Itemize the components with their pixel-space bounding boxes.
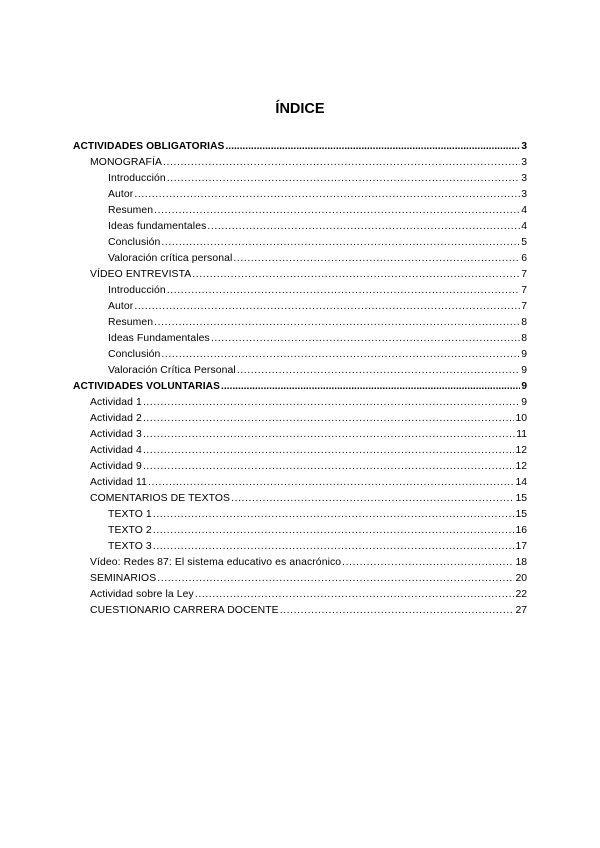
toc-entry-label: SEMINARIOS: [90, 573, 157, 584]
toc-entry-page: 7: [521, 285, 527, 296]
toc-entry-label: ACTIVIDADES VOLUNTARIAS: [73, 381, 221, 392]
toc-entry-page: 11: [516, 429, 527, 440]
toc-entry-page: 4: [521, 205, 527, 216]
dot-leader: [221, 379, 520, 395]
toc-entry-section[interactable]: [73, 139, 527, 155]
toc-entry-label: VÍDEO ENTREVISTA: [90, 269, 192, 280]
dot-leader: [143, 395, 520, 411]
toc-entry-page: 10: [515, 413, 527, 424]
toc-entry-page: 8: [521, 317, 527, 328]
toc-entry-label: Resumen: [108, 205, 154, 216]
toc-entry-label: Resumen: [108, 317, 154, 328]
toc-entry[interactable]: [108, 347, 527, 363]
toc-entry-label: Valoración Crítica Personal: [108, 365, 236, 376]
toc-entry-page: 16: [515, 525, 527, 536]
toc-entry-label: TEXTO 1: [108, 509, 152, 520]
toc-entry-page: 14: [515, 477, 527, 488]
toc-entry-label: Autor: [108, 301, 134, 312]
dot-leader: [143, 459, 515, 475]
toc-entry-page: 4: [521, 221, 527, 232]
toc-entry-page: 17: [515, 541, 527, 552]
toc-entry[interactable]: [108, 235, 527, 251]
dot-leader: [225, 139, 520, 155]
toc-entry-page: 3: [521, 189, 527, 200]
dot-leader: [157, 571, 514, 587]
dot-leader: [163, 155, 520, 171]
toc-entry-page: 12: [515, 461, 527, 472]
toc-entry[interactable]: [90, 395, 527, 411]
toc-entry[interactable]: [90, 411, 527, 427]
toc-entry-page: 15: [515, 493, 527, 504]
toc-entry[interactable]: [108, 187, 527, 203]
toc-entry-page: 7: [521, 269, 527, 280]
toc-entry[interactable]: [108, 523, 527, 539]
toc-entry-label: Conclusión: [108, 237, 161, 248]
dot-leader: [195, 587, 515, 603]
toc-entry-label: Autor: [108, 189, 134, 200]
toc-entry-page: 5: [521, 237, 527, 248]
toc-entry-label: Actividad 9: [90, 461, 142, 472]
dot-leader: [154, 203, 520, 219]
toc-entry-page: 22: [515, 589, 527, 600]
dot-leader: [153, 523, 515, 539]
toc-entry-label: Ideas Fundamentales: [108, 333, 210, 344]
dot-leader: [280, 603, 515, 619]
toc-entry[interactable]: [108, 171, 527, 187]
toc-entry-label: Actividad 11: [90, 477, 148, 488]
dot-leader: [161, 235, 520, 251]
dot-leader: [231, 491, 514, 507]
dot-leader: [153, 507, 515, 523]
toc-entry-page: 18: [515, 557, 527, 568]
dot-leader: [167, 171, 520, 187]
dot-leader: [154, 315, 520, 331]
toc-entry-label: Introducción: [108, 173, 166, 184]
dot-leader: [143, 427, 515, 443]
toc-entry-label: TEXTO 2: [108, 525, 152, 536]
toc-entry[interactable]: [90, 459, 527, 475]
toc-entry[interactable]: [108, 251, 527, 267]
toc-entry[interactable]: [108, 507, 527, 523]
toc-entry-label: Actividad 4: [90, 445, 142, 456]
toc-entry[interactable]: [90, 571, 527, 587]
dot-leader: [211, 331, 520, 347]
toc-entry[interactable]: [90, 603, 527, 619]
toc-entry-label: Actividad sobre la Ley: [90, 589, 194, 600]
toc-entry-page: 3: [521, 157, 527, 168]
toc-entry-label: Vídeo: Redes 87: El sistema educativo es anacrónico: [90, 557, 342, 568]
toc-entry[interactable]: [90, 155, 527, 171]
toc-entry-section[interactable]: [73, 379, 527, 395]
toc-entry-label: MONOGRAFÍA: [90, 157, 163, 168]
toc-entry-page: 3: [521, 141, 527, 152]
toc-entry[interactable]: [90, 491, 527, 507]
toc-entry-page: 27: [515, 605, 527, 616]
toc-entry[interactable]: [108, 219, 527, 235]
toc-entry-page: 9: [521, 381, 527, 392]
dot-leader: [237, 363, 520, 379]
page-title: ÍNDICE: [275, 101, 325, 117]
toc-entry[interactable]: [90, 427, 527, 443]
toc-entry-label: Valoración crítica personal: [108, 253, 233, 264]
toc-entry[interactable]: [108, 315, 527, 331]
toc-entry[interactable]: [90, 555, 527, 571]
dot-leader: [134, 299, 520, 315]
toc-entry-page: 3: [521, 173, 527, 184]
toc-entry-page: 20: [515, 573, 527, 584]
toc-entry[interactable]: [108, 363, 527, 379]
dot-leader: [134, 187, 520, 203]
dot-leader: [161, 347, 520, 363]
toc-entry-page: 9: [521, 349, 527, 360]
toc-entry[interactable]: [108, 283, 527, 299]
toc-entry-label: Introducción: [108, 285, 166, 296]
toc-entry-label: CUESTIONARIO CARRERA DOCENTE: [90, 605, 279, 616]
toc-entry[interactable]: [90, 443, 527, 459]
toc-entry-page: 15: [515, 509, 527, 520]
dot-leader: [192, 267, 520, 283]
toc-entry-page: 9: [521, 365, 527, 376]
toc-entry-label: Actividad 3: [90, 429, 142, 440]
toc-entry-label: Ideas fundamentales: [108, 221, 207, 232]
toc-entry-label: Actividad 2: [90, 413, 142, 424]
toc-entry-label: COMENTARIOS DE TEXTOS: [90, 493, 231, 504]
dot-leader: [153, 539, 515, 555]
dot-leader: [207, 219, 520, 235]
toc-entry-page: 8: [521, 333, 527, 344]
toc-entry-page: 12: [515, 445, 527, 456]
dot-leader: [148, 475, 514, 491]
toc-entry[interactable]: [90, 475, 527, 491]
toc-entry-label: Actividad 1: [90, 397, 142, 408]
toc-entry-label: Conclusión: [108, 349, 161, 360]
toc-entry[interactable]: [90, 587, 527, 603]
dot-leader: [143, 411, 515, 427]
toc-entry[interactable]: [108, 203, 527, 219]
toc-entry-page: 7: [521, 301, 527, 312]
toc-entry[interactable]: [90, 267, 527, 283]
toc-entry[interactable]: [108, 299, 527, 315]
toc-entry-label: ACTIVIDADES OBLIGATORIAS: [73, 141, 225, 152]
toc-entry-label: TEXTO 3: [108, 541, 152, 552]
toc-entry[interactable]: [108, 539, 527, 555]
dot-leader: [342, 555, 514, 571]
dot-leader: [233, 251, 520, 267]
toc-entry-page: 6: [521, 253, 527, 264]
dot-leader: [143, 443, 515, 459]
toc-entry-page: 9: [521, 397, 527, 408]
dot-leader: [167, 283, 520, 299]
toc-entry[interactable]: [108, 331, 527, 347]
